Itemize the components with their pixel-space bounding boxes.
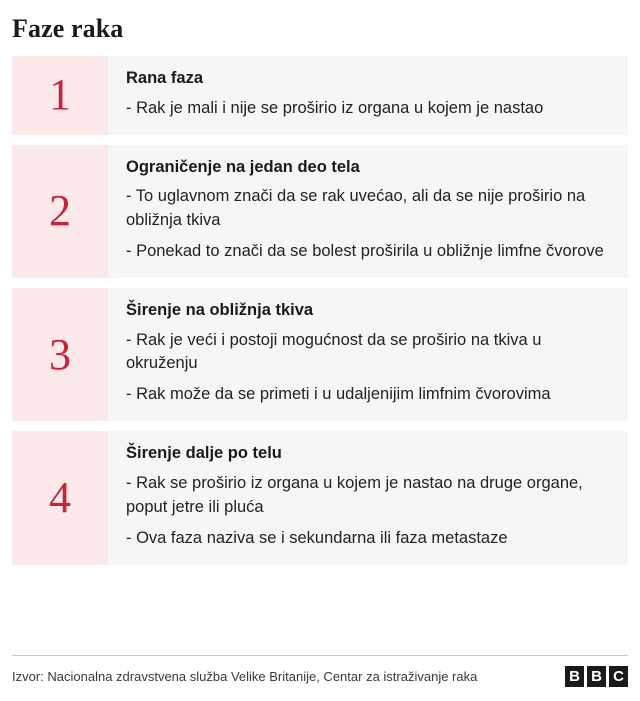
stage-row <box>12 145 628 278</box>
stage-heading: Širenje dalje po telu <box>126 444 282 463</box>
source-credit: Izvor: Nacionalna zdravstvena služba Velike Britanije, Centar za istraživanje raka <box>12 668 478 684</box>
bbc-logo <box>565 666 628 687</box>
stage-bullet: - Rak se proširio iz organa u kojem je nastao na druge organe, poput jetre ili pluća <box>126 473 583 516</box>
stage-content <box>108 431 628 564</box>
stage-number: 1 <box>12 56 108 135</box>
stage-number: 2 <box>12 145 108 278</box>
stage-heading: Rana faza <box>126 69 204 87</box>
stage-bullet: - Rak je veći i postoji mogućnost da se proširio na tkiva u okruženju <box>126 330 542 373</box>
stage-row <box>12 288 628 421</box>
bbc-logo-letter: C <box>609 666 628 687</box>
stage-content <box>108 145 628 278</box>
stage-bullet: - Ponekad to znači da se bolest proširila u obližnje limfne čvorove <box>126 242 604 261</box>
stage-heading: Ograničenje na jedan deo tela <box>126 157 360 176</box>
stage-content <box>108 56 628 135</box>
bbc-logo-letter: B <box>587 666 606 687</box>
stage-row <box>12 56 628 135</box>
stage-number: 3 <box>12 288 108 421</box>
footer <box>0 655 640 701</box>
stage-heading: Širenje na obližnja tkiva <box>126 300 314 319</box>
stage-row <box>12 431 628 564</box>
stage-content <box>108 288 628 421</box>
bbc-logo-letter: B <box>565 666 584 687</box>
stage-bullet: - To uglavnom znači da se rak uvećao, ali da se nije proširio na obližnja tkiva <box>126 187 586 230</box>
page-title: Faze raka <box>12 14 124 43</box>
stage-bullet: - Rak je mali i nije se proširio iz organa u kojem je nastao <box>126 98 544 117</box>
stage-number: 4 <box>12 431 108 564</box>
stage-bullet: - Ova faza naziva se i sekundarna ili faza metastaze <box>126 528 508 547</box>
stage-bullet: - Rak može da se primeti i u udaljenijim limfnim čvorovima <box>126 385 551 404</box>
